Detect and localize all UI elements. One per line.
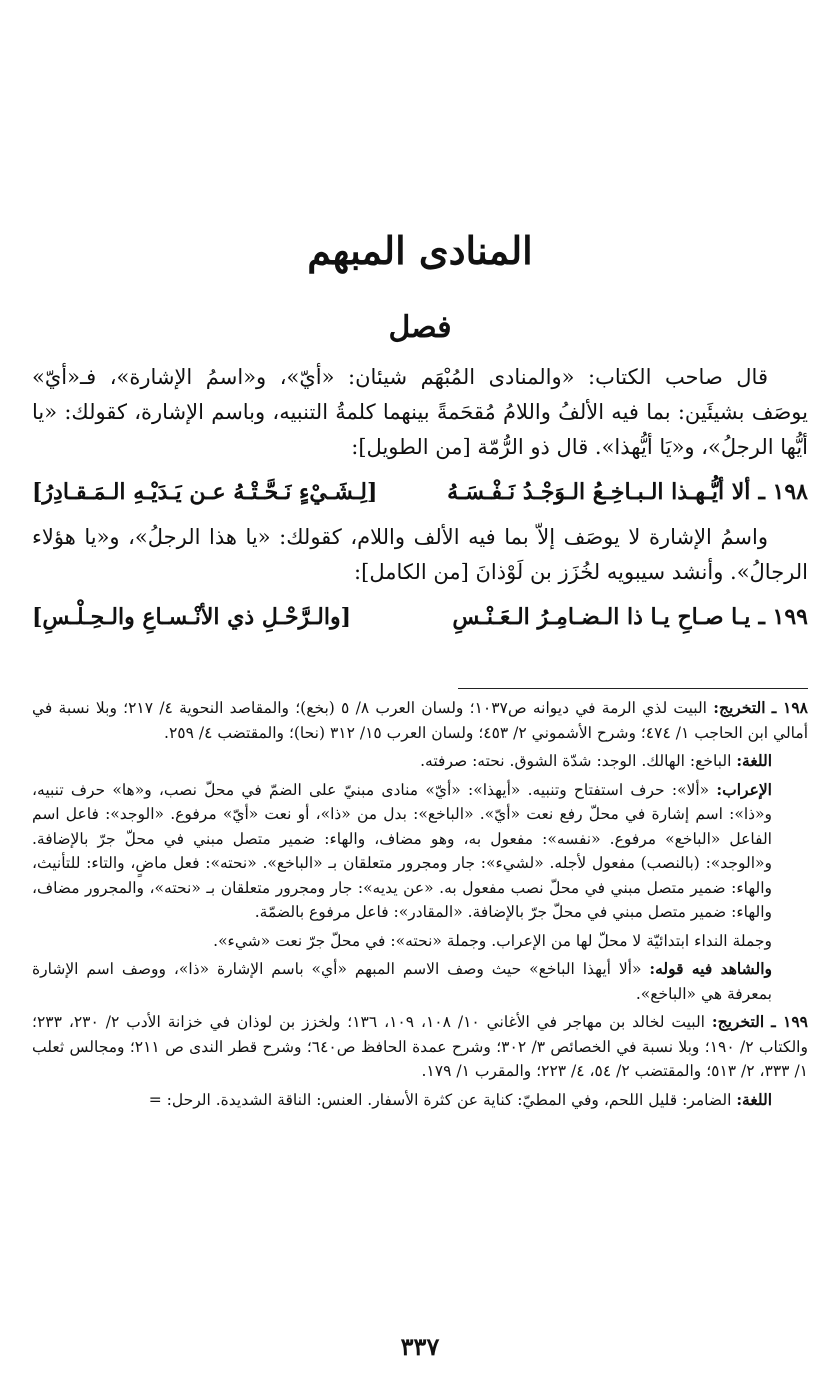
label-takhrij-199: التخريج: xyxy=(711,1012,765,1031)
label-shahid: والشاهد فيه قوله: xyxy=(649,959,772,978)
footnote-199-lugha-text: الضامر: قليل اللحم، وفي المطيّ: كناية عن كثرة الأسفار. العنس: الناقة الشديدة. الرحل: = xyxy=(148,1090,732,1109)
footnote-198-shahid xyxy=(32,957,808,1006)
book-page xyxy=(32,0,808,1379)
verse-199-first-hemistich: يـا صـاحِ يـا ذا الـضـامِـرُ الـعَـنْـسِ xyxy=(452,604,751,630)
footnote-198-irab-text: «ألا»: حرف استفتاح وتنبيه. «أيهذا»: «أيّ» منادى مبنيّ على الضمّ في محلّ نصب، و«ها» حرف تنبيه، و«ذا»: اسم إشارة في محلّ رفع نعت «أيّ». «الباخع»: بدل من «ذا»، أو نعت «أيّ» مرفوع. «الوجد»: فاعل اسم الفاعل «الباخع» مرفوع. «نفسه»: مفعول به، وهو مضاف، والهاء: ضمير متصل مبني في محلّ جرّ بالإضافة. و«الوجد»: (بالنصب) مفعول لأجله. «لشيء»: جار ومجرور متعلقان بـ «الباخع». «نحته»: فعل ماضٍ، والتاء: للتأنيث، والهاء: ضمير متصل مبني في محلّ نصب مفعول به. «عن يديه»: جار ومجرور متعلقان بـ «نحته»، والمجرور مضاف، والهاء: ضمير متصل مبني في محلّ جرّ بالإضافة. «المقادر»: فاعل مرفوع بالضمّة. xyxy=(32,780,772,921)
footnote-198-jumla: وجملة النداء ابتدائيّة لا محلّ لها من الإعراب. وجملة «نحته»: في محلّ جرّ نعت «شيء». xyxy=(213,931,772,950)
page-number: ٣٣٧ xyxy=(400,1332,440,1361)
footnote-198-lugha-text: الباخع: الهالك. الوجد: شدّة الشوق. نحته: صرفته. xyxy=(420,752,732,770)
verse-198-number: ١٩٨ ـ xyxy=(758,479,808,505)
main-text xyxy=(32,360,808,645)
verse-199-second-hemistich: [والـرَّحْـلِ ذي الأنْـسـاعِ والـحِـلْـسِ] xyxy=(32,604,351,630)
footnote-198-takhrij-text: البيت لذي الرمة في ديوانه ص١٠٣٧؛ ولسان العرب ٨/ ٥ (بخع)؛ والمقاصد النحوية ٤/ ٢١٧؛ وبلا نسبة في أمالي ابن الحاجب ١/ ٤٧٤؛ وشرح الأشموني ٢/ ٤٥٣؛ ولسان العرب ١٥/ ٣١٢ (نحا)؛ والمقتضب ٤/ ٢٥٩. xyxy=(32,699,808,742)
footnote-separator xyxy=(458,688,808,689)
footnote-199-takhrij xyxy=(32,1010,808,1084)
verse-198-first-hemistich: ألا أيُّـهـذا الـبـاخِـعُ الـوَجْـدُ نَـفْـسَـهُ xyxy=(447,479,751,505)
paragraph-2: واسمُ الإشارة لا يوصَف إلاّ بما فيه الألف واللام، كقولك: «يا هذا الرجلُ»، و«يا هؤلاء الرجالُ». وأنشد سيبويه لخُزَز بن لَوْذانَ [من الكامل]: xyxy=(32,525,808,584)
footnote-198-lugha xyxy=(32,749,808,774)
footnote-198-shahid-text: «ألا أيهذا الباخع» حيث وصف الاسم المبهم «أي» باسم الإشارة «ذا»، ووصف اسم الإشارة بمعرفة هي «الباخع». xyxy=(32,960,772,1003)
chapter-title: المنادى المبهم xyxy=(307,228,533,273)
verse-198 xyxy=(32,475,808,510)
label-takhrij: التخريج: xyxy=(713,698,766,717)
label-lugha-199: اللغة: xyxy=(736,1089,772,1109)
footnote-199-takhrij-text: البيت لخالد بن مهاجر في الأغاني ١٠/ ١٠٨، ١٠٩، ١٣٦؛ ولخزز بن لوذان في خزانة الأدب ٢/ ٢٣٠، ٢٣٣؛ والكتاب ٢/ ١٩٠؛ وبلا نسبة في الخصائص ٣/ ٣٠٢؛ وشرح عمدة الحافظ ص٦٤٠؛ وشرح قطر الندى ص ٢١١؛ ومجالس ثعلب ١/ ٣٣٣، ٢/ ٥١٣؛ والمقتضب ٢/ ٥٤، ٤/ ٢٢٣؛ والمقرب ١/ ١٧٩. xyxy=(32,1013,808,1080)
footnote-198-takhrij xyxy=(32,696,808,745)
footnote-198-number: ١٩٨ ـ xyxy=(771,698,808,717)
paragraph-1: قال صاحب الكتاب: «والمنادى المُبْهَم شيئان: «أيّ»، و«اسمُ الإشارة»، فـ«أيّ» يوصَف بشيئَين: بما فيه الألفُ واللامُ مُقحَمةً بينهما كلمةُ التنبيه، وباسم الإشارة، كقولك: «يا أيُّها الرجلُ»، و«يَا أيُّهذا». قال ذو الرُّمّة [من الطويل]: xyxy=(32,365,808,459)
label-irab: الإعراب: xyxy=(716,779,772,799)
verse-198-second-hemistich: [لِـشَـيْءٍ نَـحَّـتْـهُ عـن يَـدَيْـهِ الـمَـقـادِرُ] xyxy=(32,479,378,505)
footnotes xyxy=(32,696,808,1116)
label-lugha: اللغة: xyxy=(736,751,772,770)
footnote-199-lugha xyxy=(32,1088,808,1113)
section-title: فصل xyxy=(388,310,452,345)
verse-199 xyxy=(32,600,808,635)
footnote-198-irab xyxy=(32,778,808,925)
verse-199-number: ١٩٩ ـ xyxy=(758,604,808,630)
footnote-199-number: ١٩٩ ـ xyxy=(771,1012,808,1031)
